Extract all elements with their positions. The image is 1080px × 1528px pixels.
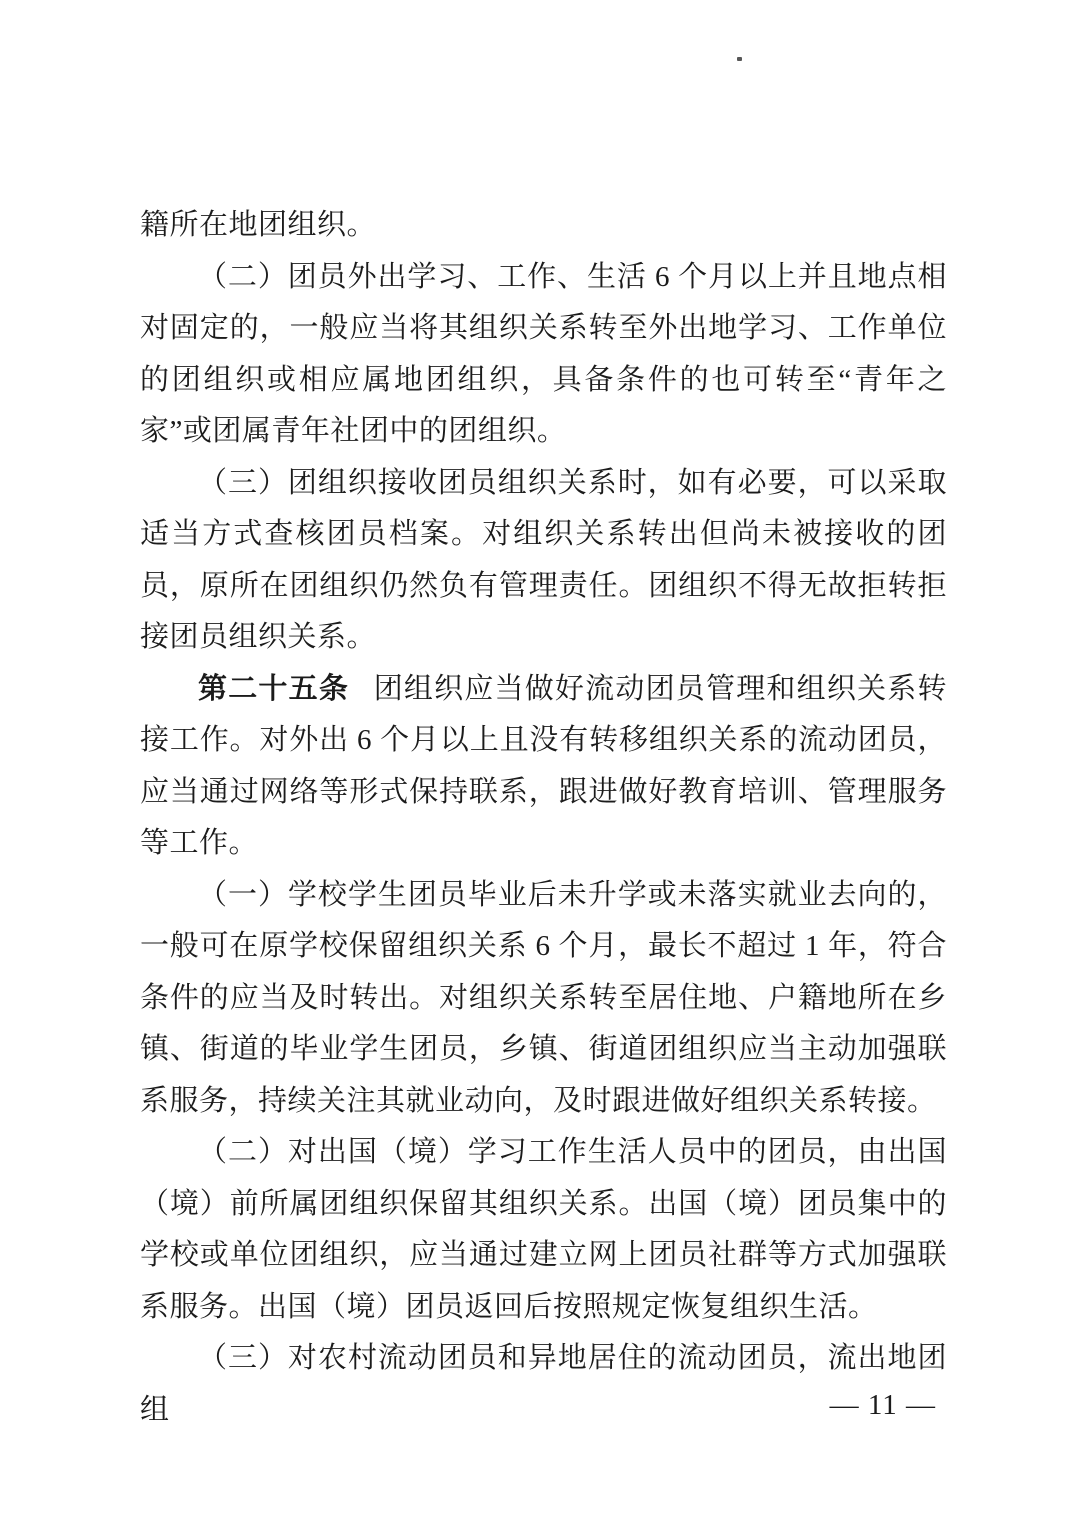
paragraph: （二）对出国（境）学习工作生活人员中的团员，由出国（境）前所属团组织保留其组织关系。出国（境）团员集中的学校或单位团组织，应当通过建立网上团员社群等方式加强联系服务。出国（境）团员返回后按照规定恢复组织生活。 <box>140 1136 947 1323</box>
article-number: 第二十五条 <box>198 672 350 705</box>
scan-speck <box>737 57 742 61</box>
paragraph: （一）学校学生团员毕业后未升学或未落实就业去向的，一般可在原学校保留组织关系 6 个月，最长不超过 1 年，符合条件的应当及时转出。对组织关系转至居住地、户籍地所在乡镇、街道的毕业学生团员，乡镇、街道团组织应当主动加强联系服务，持续关注其就业动向，及时跟进做好组织关系转接。 <box>140 878 947 1117</box>
paragraph: 第二十五条 团组织应当做好流动团员管理和组织关系转接工作。对外出 6 个月以上且没有转移组织关系的流动团员，应当通过网络等形式保持联系，跟进做好教育培训、管理服务等工作。 <box>140 672 947 859</box>
page-number-text: — 11 — <box>829 1389 936 1421</box>
document-body <box>140 200 947 1436</box>
paragraph: （三）团组织接收团员组织关系时，如有必要，可以采取适当方式查核团员档案。对组织关系转出但尚未被接收的团员，原所在团组织仍然负有管理责任。团组织不得无故拒转拒接团员组织关系。 <box>140 466 947 653</box>
paragraph: （三）对农村流动团员和异地居住的流动团员，流出地团组 <box>140 1342 947 1426</box>
page-number <box>830 1388 936 1422</box>
paragraph: 籍所在地团组织。 <box>140 209 377 241</box>
paragraph: （二）团员外出学习、工作、生活 6 个月以上并且地点相对固定的，一般应当将其组织关系转至外出地学习、工作单位的团组织或相应属地团组织，具备条件的也可转至“青年之家”或团属青年社团中的团组织。 <box>140 260 947 447</box>
